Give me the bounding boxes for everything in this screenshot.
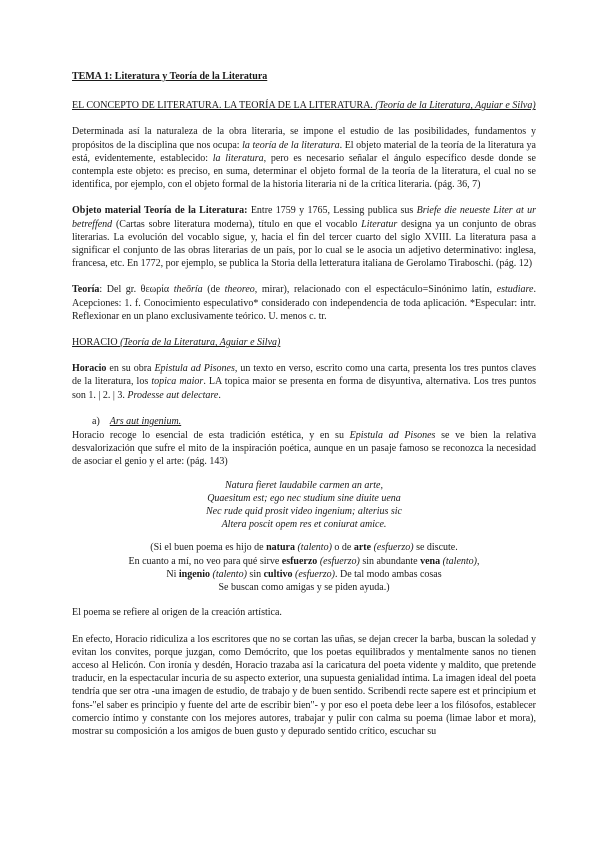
section-heading-main: EL CONCEPTO DE LITERATURA. LA TEORÍA DE LA LITERATURA.: [72, 100, 373, 112]
translation-line: Se buscan como amigas y se piden ayuda.): [218, 582, 390, 594]
verse-translation: [72, 541, 536, 594]
section-heading-reference: (Teoría de la Literatura, Aguiar e Silva): [120, 337, 281, 349]
section-heading-reference: (Teoría de la Literatura, Aguiar e Silva): [375, 100, 536, 112]
section-heading-main: HORACIO: [72, 337, 118, 349]
paragraph-origen: El poema se refiere al origen de la creación artística.: [72, 607, 282, 619]
list-item-ars-aut-ingenium: [92, 415, 536, 428]
latin-verse: [72, 479, 536, 532]
verse-line: Altera poscit opem res et coniurat amice.: [221, 519, 387, 531]
page-title: TEMA 1: Literatura y Teoría de la Literatura: [72, 71, 268, 82]
list-item-label: Ars aut ingenium.: [109, 415, 182, 427]
paragraph-teoria-definition: Teoría: Del gr. θεωρία theōría (de theoreo, mirar), relacionado con el espectáculo=Sinónimo latín, estudiare. Acepciones: 1. f. Conocimiento especulativo* considerado con independencia de toda aplicación. *Especular: intr. Reflexionar en un plano exclusivamente teórico. U. menos c. tr.: [72, 284, 536, 322]
verse-line: Nec rude quid prosit video ingenium; alterius sic: [206, 506, 402, 518]
paragraph-tradicion-estetica: Horacio recoge lo esencial de esta tradición estética, y en su Epistula ad Pisones se ve bien la relativa desvalorización que sufre el mito de la inspiración poética, aunque en un pasaje famoso se reconozca la necesidad de asociar el genio y el arte: (pág. 143): [72, 430, 537, 468]
paragraph-objeto-material: Objeto material Teoría de la Literatura: Entre 1759 y 1765, Lessing publica sus Briefe die neueste Liter at ur betreffend (Cartas sobre literatura moderna), título en que el vocablo Literatur designa ya un conjunto de obras literarias. La evolución del vocablo sigue, y, hacia el fin del tercer cuarto del siglo XVIII. La literatura pasa a significar el conjunto de las obras literarias de un país, por lo cual se le asocia un adjetivo determinativo: inglesa, francesa, etc. En 1772, por ejemplo, se publica la Storia della letteratura italiana de Gerolamo Tiraboschi. (pág. 12): [72, 205, 536, 270]
paragraph-ridiculiza: En efecto, Horacio ridiculiza a los escritores que no se cortan las uñas, se dejan crecer la barba, buscan la soledad y evitan los convites, porque juzgan, como Demócrito, que los poetas equilibrados y mentalmente sanos no tienen acceso al Helicón. Con ironía y desdén, Horacio trazaba así la caricatura del poeta vidente y maldito, que pretende traducir, en la espectacular incuria de su aspecto exterior, una supuesta genialidad íntima. La imagen ideal del poeta tendría que ser otra -una imagen de estudio, de trabajo y de buen sentido. Scribendi recte sapere est et principium et fons-"el saber es principio y fuente del arte de escribir bien"- y por eso el poeta debe leer a los filósofos, establecer comercio íntimo y constante con los mejores autores, trabajar y pulir con calma su poema (limae labor et mora), mostrar su composición a los amigos de buen gusto y depurado sentido crítico, escuchar su: [72, 633, 536, 737]
list-marker: a): [92, 415, 100, 427]
translation-line: Ni ingenio (talento) sin cultivo (esfuerzo). De tal modo ambas cosas: [166, 568, 442, 580]
paragraph-objeto-formal: Determinada así la naturaleza de la obra literaria, se impone el estudio de las posibilidades, fundamentos y propósitos de la disciplina que nos ocupa: la teoría de la literatura. El objeto material de la teoría de la literatura ya está, evidentemente, establecido: la literatura, pero es necesario señalar el ángulo específico desde donde se contempla este objeto: es preciso, en suma, determinar el objeto formal de la teoría de la literatura, el cual no se identifica, por ejemplo, con el objeto formal de la historia literaria ni de la crítica literaria. (pág. 36, 7): [72, 126, 536, 191]
verse-line: Quaesitum est; ego nec studium sine diuite uena: [207, 492, 401, 504]
paragraph-horacio-intro: Horacio en su obra Epistula ad Pisones, un texto en verso, escrito como una carta, presenta los tres puntos claves de la literatura, los topica maior. LA topica maior se presenta en forma de disyuntiva, alternativa. Los tres puntos son 1. | 2. | 3. Prodesse aut delectare.: [72, 363, 536, 401]
section-heading-concepto: [72, 99, 536, 112]
translation-line: (Si el buen poema es hijo de natura (talento) o de arte (esfuerzo) se discute.: [150, 542, 458, 554]
translation-line: En cuanto a mí, no veo para qué sirve esfuerzo (esfuerzo) sin abundante vena (talento),: [128, 555, 480, 567]
verse-line: Natura fieret laudabile carmen an arte,: [225, 479, 383, 491]
section-heading-horacio: [72, 336, 536, 349]
